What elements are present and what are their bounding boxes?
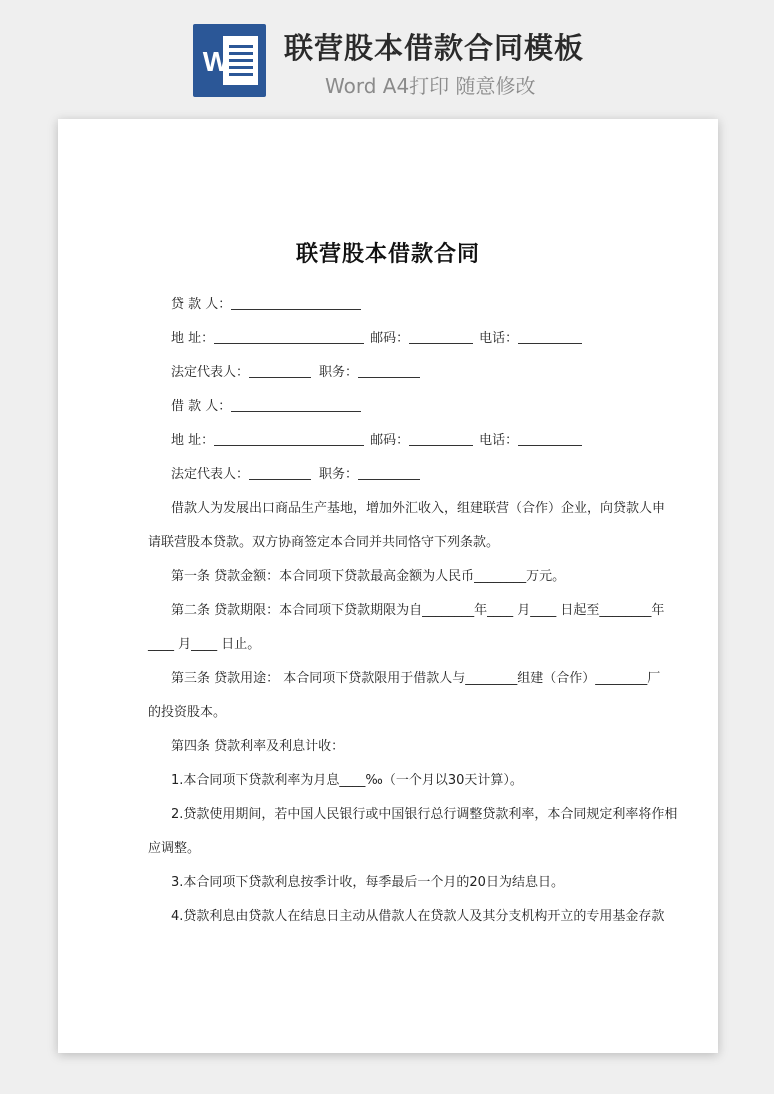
template-title: 联营股本借款合同模板 [284,31,585,65]
lender-label: 贷 款 人： [171,297,232,312]
postcode-label: 邮码： [370,433,410,448]
borrower-row [171,398,361,416]
article-4-item-2-line: 应调整。 [148,841,201,856]
article-1: 第一条 贷款金额：本合同项下贷款最高金额为人民币________万元。 [171,569,566,584]
template-header [0,0,774,112]
legal-rep-blank[interactable] [249,466,311,480]
postcode-blank[interactable] [409,432,473,446]
phone-label: 电话： [479,331,519,346]
borrower-address-row [171,432,582,450]
article-4-item-2-line: 2.贷款使用期间，若中国人民银行或中国银行总行调整贷款利率，本合同规定利率将作相 [171,807,678,822]
article-4-item-4: 4.贷款利息由贷款人在结息日主动从借款人在贷款人及其分支机构开立的专用基金存款 [171,909,665,924]
lender-address-row [171,330,582,348]
article-2-line: ____ 月____ 日止。 [148,637,261,652]
lender-row [171,296,361,314]
position-blank[interactable] [358,364,420,378]
article-3-line: 第三条 贷款用途： 本合同项下贷款限用于借款人与________组建（合作）________厂 [171,671,661,686]
address-blank[interactable] [214,432,364,446]
borrower-legal-rep-row [171,466,420,484]
postcode-blank[interactable] [409,330,473,344]
borrower-label: 借 款 人： [171,399,232,414]
intro-paragraph-line: 借款人为发展出口商品生产基地，增加外汇收入，组建联营（合作）企业，向贷款人申 [171,501,666,516]
legal-rep-label: 法定代表人： [171,365,250,380]
phone-label: 电话： [479,433,519,448]
document-page [58,119,718,1053]
position-blank[interactable] [358,466,420,480]
article-4-heading: 第四条 贷款利率及利息计收： [171,739,345,754]
borrower-blank[interactable] [231,398,361,412]
address-blank[interactable] [214,330,364,344]
postcode-label: 邮码： [370,331,410,346]
phone-blank[interactable] [518,432,582,446]
document-title: 联营股本借款合同 [295,242,480,267]
position-label: 职务： [319,467,359,482]
address-label: 地 址： [171,331,215,346]
word-icon-letter: W [202,46,230,77]
article-2-line: 第二条 贷款期限：本合同项下贷款期限为自________年____ 月____ 日起至________年 [171,603,665,618]
phone-blank[interactable] [518,330,582,344]
article-4-item-1: 1.本合同项下贷款利率为月息____‰（一个月以30天计算）。 [171,773,523,788]
address-label: 地 址： [171,433,215,448]
lender-legal-rep-row [171,364,420,382]
template-subtitle: Word A4打印 随意修改 [325,74,536,98]
word-icon [193,24,266,97]
legal-rep-label: 法定代表人： [171,467,250,482]
position-label: 职务： [319,365,359,380]
article-3-line: 的投资股本。 [148,705,227,720]
intro-paragraph-line: 请联营股本贷款。双方协商签定本合同并共同恪守下列条款。 [148,535,500,550]
article-4-item-3: 3.本合同项下贷款利息按季计收，每季最后一个月的20日为结息日。 [171,875,564,890]
legal-rep-blank[interactable] [249,364,311,378]
lender-blank[interactable] [231,296,361,310]
